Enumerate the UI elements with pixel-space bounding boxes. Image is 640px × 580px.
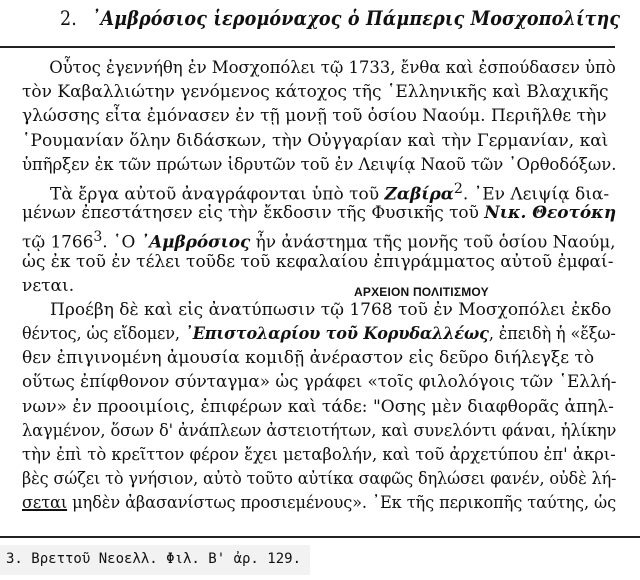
text-line [22,177,616,205]
text-line: ὡς ἐκ τοῦ ἐν τέλει τοῦδε τοῦ κεφαλαίου ἐπιγράμματος αὐτοῦ ἐμφαί- [22,251,614,272]
section-title: ᾿Αμβρόσιος ἱερομόναχος ὁ Πάμπερις Μοσχοπολίτης [91,6,621,30]
text-fragment: θέντος, ὡς εἴδομεν, [22,324,180,345]
text-line: νων» ἐν προοιμίοις, ἐπιφέρων καὶ τάδε: "Οσης μὲν διαφθορᾶς ἀπηλ- [22,396,614,417]
text-line: λαγμένον, ὅσων δ' ἀνάπλεων ἀστειοτήτων, καὶ συνελόντι φάναι, ἡλίκην [22,420,617,441]
text-fragment: Τὰ ἔργα αὐτοῦ ἀναγράφονται ὑπὸ τοῦ [50,184,380,205]
work-title-epistolarion: ᾿Επιστολαρίου τοῦ Κορυδαλλέως [184,324,489,345]
top-rule [0,46,615,48]
footnote: 3. Βρεττοῦ Νεοελλ. Φιλ. Β' ἀρ. 129. [6,551,302,567]
text-fragment: μηδὲν ἀβασανίστως προσιεμένους». ᾿Εκ τῆς περικοπῆς ταύτης, ὡς [72,493,617,514]
text-line: τὴν ἐπὶ τὸ κρεῖττον φέρον ἔχει μεταβολήν, καὶ τοῦ ἀρχετύπου ἐπ' ἀκρι- [22,445,616,465]
footnote-ref: 2 [453,180,463,197]
text-fragment: . ᾿Εν Λειψίᾳ δια- [462,184,610,205]
author-name-theotokis: Νικ. Θεοτόκη [484,203,617,224]
text-line [22,201,617,225]
person-name-ambrosios: ᾿Αμβρόσιος [140,232,251,253]
text-fragment: , ἐπειδὴ ἡ «ἔξω- [488,324,616,345]
text-line: οὕτως ἐπίφθονον σύνταγμα» ὡς γράφει «τοῖς φιλολόγοις τῶν ῾Ελλή- [22,372,617,393]
archive-stamp: ΑΡΧΕΙΟΝ ΠΟΛΙΤΙΣΜΟΥ [354,285,489,299]
text-line: βὲς σώζει τὸ γνήσιον, αὐτὸ τοῦτο αὐτίκα σαφῶς δηλώσει φανέν, οὐδὲ λή- [22,469,617,490]
author-name-zaviras: Ζαβίρα [384,184,454,205]
text-line: νεται. [22,275,75,296]
text-fragment: ἦν ἀνάστημα τῆς μονῆς τοῦ ὁσίου Ναούμ, [255,232,616,253]
text-line [22,225,616,253]
text-line: τὸν Καβαλλιώτην γενόμενος κάτοχος τῆς ῾Ελληνικῆς καὶ Βλαχικῆς [22,82,609,103]
footnote-ref: 3 [93,229,103,246]
text-fragment: . ῾Ο [102,232,136,253]
text-line: ῾Ρουμανίαν ὅλην διδάσκων, τὴν Οὐγγαρίαν καὶ τὴν Γερμανίαν, καὶ [22,130,609,151]
body-text [22,56,616,516]
text-line: γλώσσης εἶτα ἐμόνασεν ἐν τῇ μονῇ τοῦ ὁσίου Ναούμ. Περιῆλθε τὴν [22,106,607,127]
text-line: θεν ἐπιγινομένη ἀμουσία κομιδῇ ἀνέραστον εἰς δεῦρο διήλεγξε τὸ [22,348,595,369]
text-line: Οὗτος ἐγεννήθη ἐν Μοσχοπόλει τῷ 1733, ἔνθα καὶ ἐσπούδασεν ὑπὸ [49,58,616,78]
section-heading [60,6,621,30]
text-line: ὑπῆρξεν ἐκ τῶν πρώτων ἱδρυτῶν τοῦ ἐν Λειψίᾳ Ναοῦ τῶν ᾿Ορθοδόξων. [22,154,617,175]
text-line: Προέβη δὲ καὶ εἰς ἀνατύπωσιν τῷ 1768 τοῦ ἐν Μοσχοπόλει ἐκδο [50,299,612,320]
bottom-rule [0,536,640,538]
section-number: 2. [60,6,78,30]
text-fragment: τῷ 1766 [22,232,94,253]
underlined-word: σεται [22,493,68,514]
text-line [22,322,616,346]
text-line [22,491,617,515]
text-fragment: μένων ἐπεστάτησεν εἰς τὴν ἔκδοσιν τῆς Φυσικῆς τοῦ [22,203,479,224]
